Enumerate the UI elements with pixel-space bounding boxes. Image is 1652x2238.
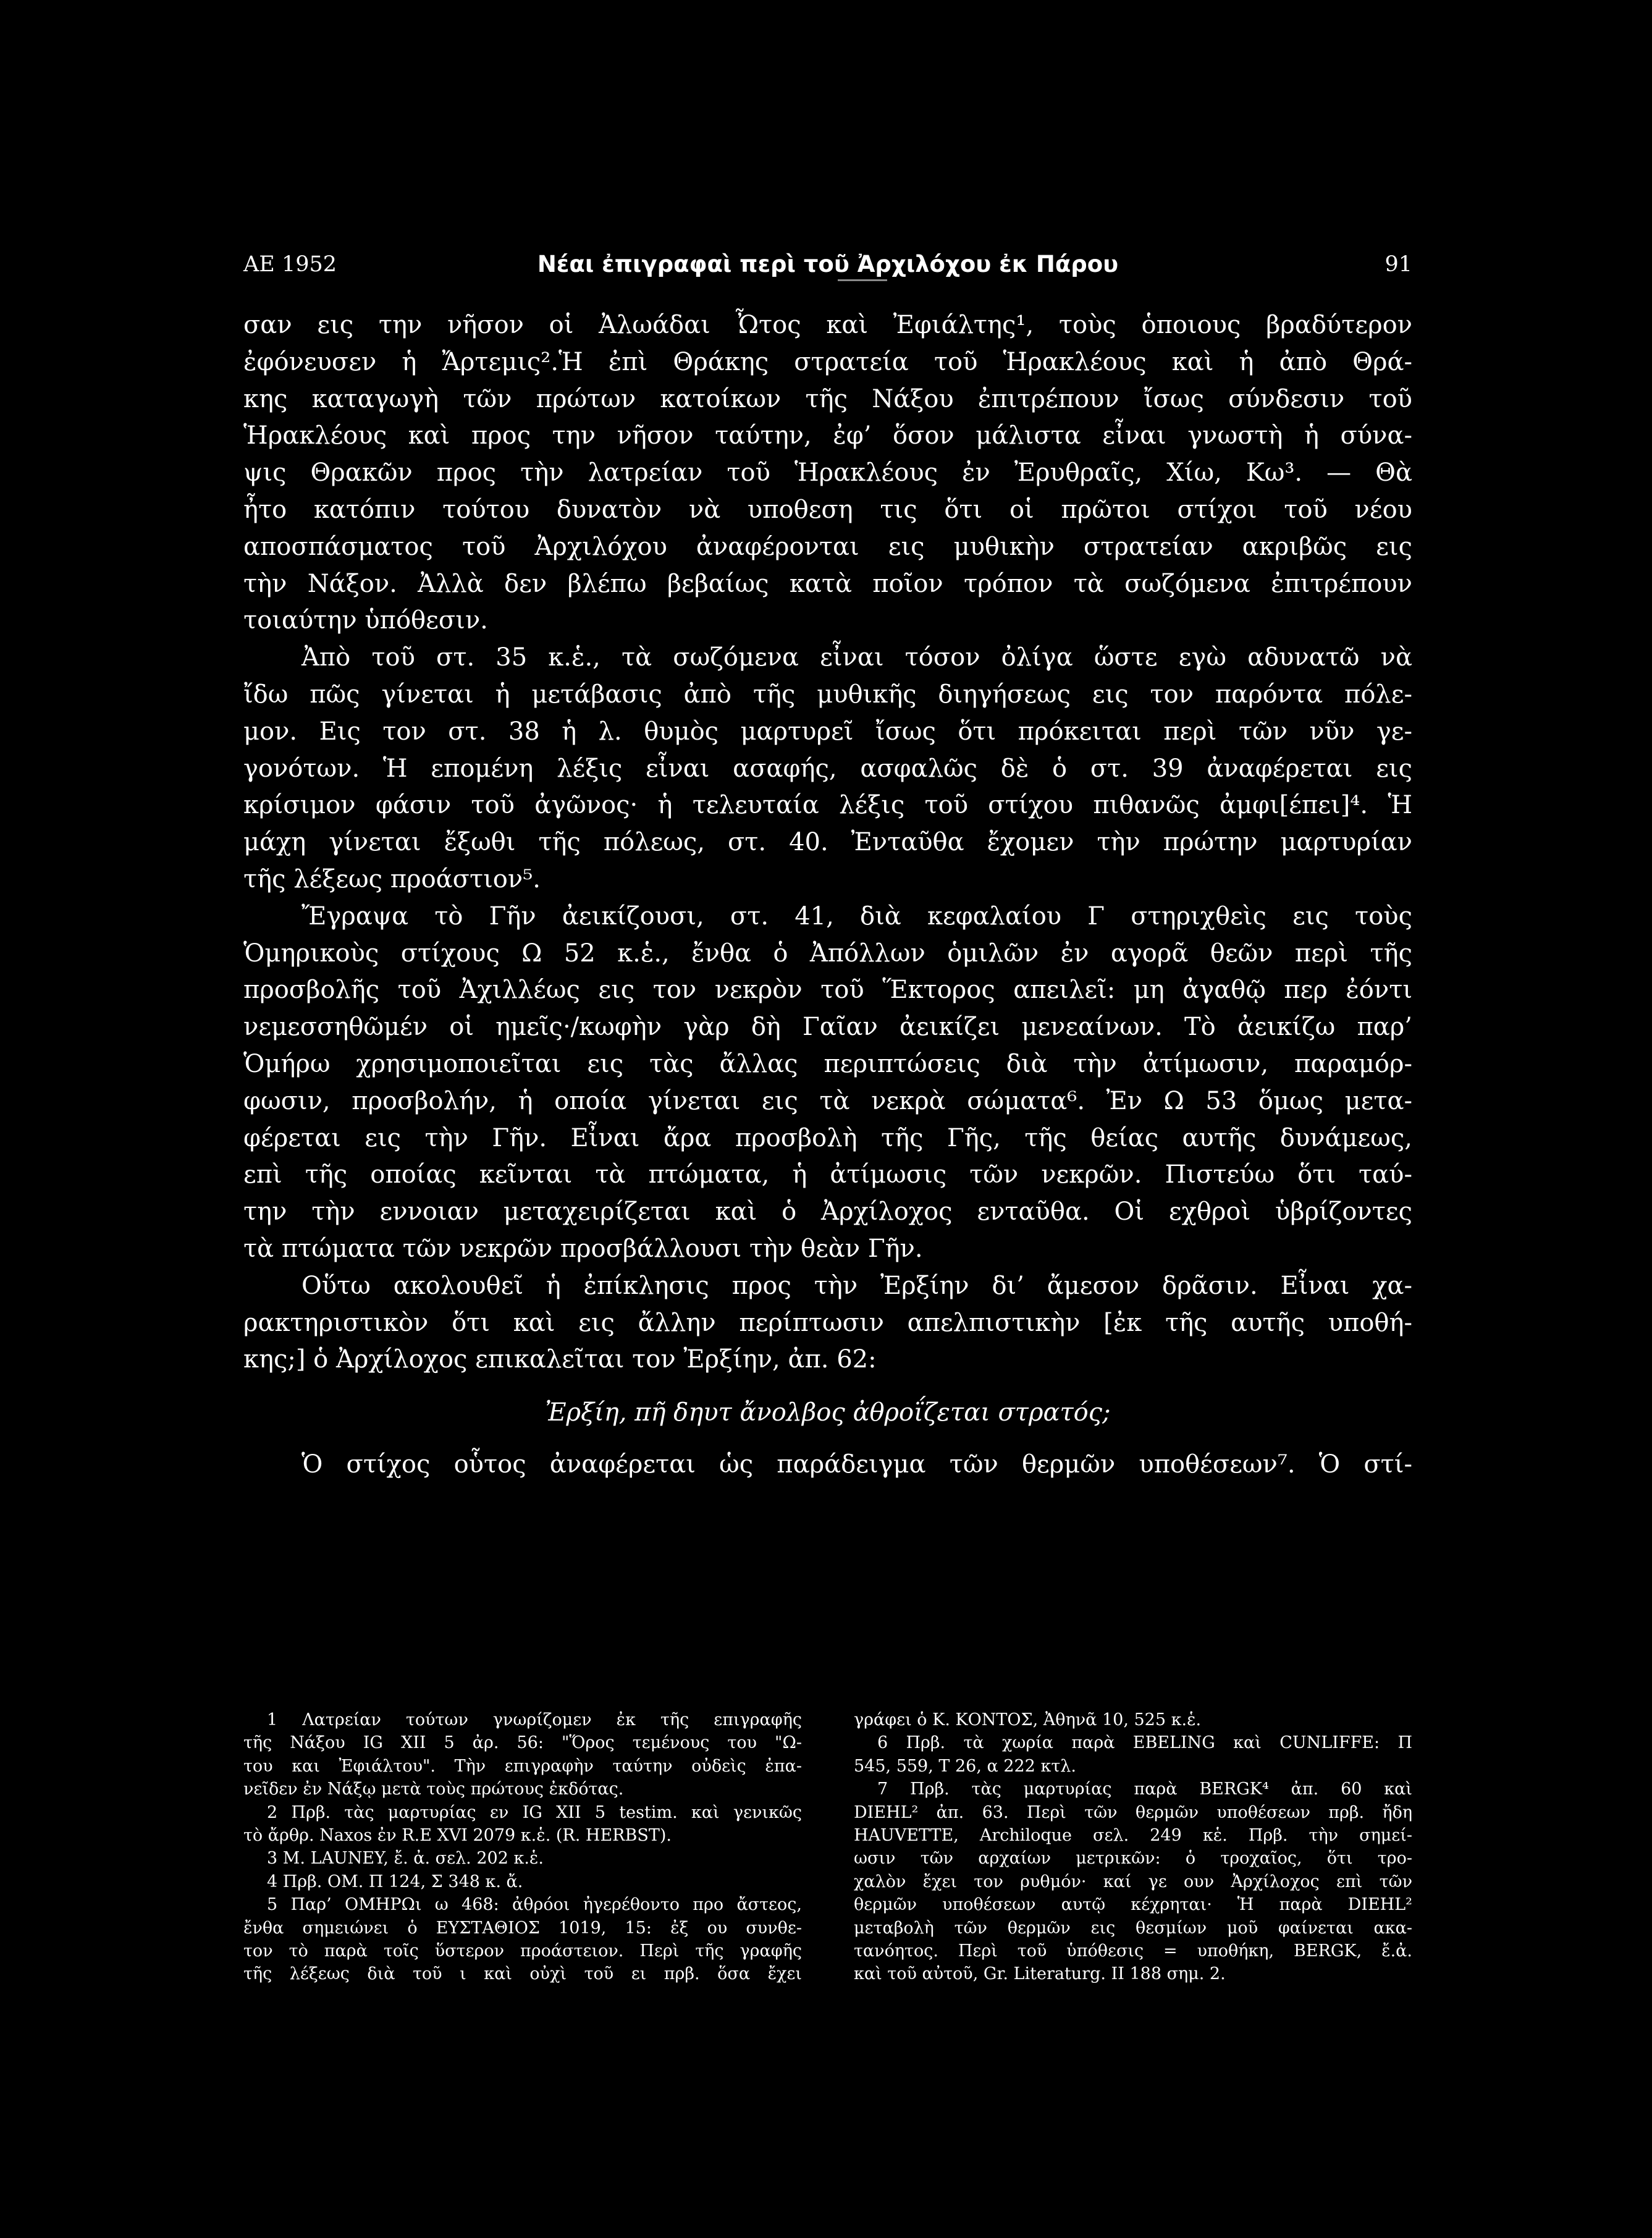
text-line: την τὴν εννοιαν μεταχειρίζεται καὶ ὁ Ἀρχίλοχος ενταῦθα. Οἱ εχθροὶ ὑβρίζοντες — [243, 1197, 1412, 1227]
text-line: ρακτηριστικὸν ὅτι καὶ εις ἄλλην περίπτωσιν απελπιστικὴν [ἐκ τῆς αυτῆς υποθή- — [243, 1308, 1412, 1337]
main-text — [243, 307, 1412, 1484]
footnote-line: τῆς λέξεως διὰ τοῦ ι καὶ οὐχὶ τοῦ ει πρβ. ὅσα ἔχει — [243, 1964, 802, 1984]
footnote-line: καὶ τοῦ αὐτοῦ, Gr. Literaturg. II 188 σημ. 2. — [854, 1964, 1226, 1984]
text-line: κης καταγωγὴ τῶν πρώτων κατοίκων τῆς Νάξου ἐπιτρέπουν ἴσως σύνδεσιν τοῦ — [243, 384, 1412, 413]
text-line: φωσιν, προσβολήν, ἡ οποία γίνεται εις τὰ νεκρὰ σώματα⁶. Ἐν Ω 53 ὅμως μετα- — [243, 1086, 1412, 1115]
footnotes-right-column — [854, 1708, 1412, 1986]
footnote-line: 2 Πρβ. τὰς μαρτυρίας εν IG XII 5 testim. καὶ γενικῶς — [267, 1802, 802, 1822]
footnote-line: 3 M. LAUNEY, ἔ. ἀ. σελ. 202 κ.ἑ. — [267, 1849, 544, 1869]
text-line: ἴδω πῶς γίνεται ἡ μετάβασις ἀπὸ τῆς μυθικῆς διηγήσεως εις τον παρόντα πόλε- — [243, 680, 1412, 709]
footnote-line: HAUVETTE, Archiloque σελ. 249 κἑ. Πρβ. τὴν σημεί- — [854, 1825, 1412, 1845]
footnote-line: του και Ἐφιάλτου". Τὴν επιγραφὴν ταύτην οὐδεὶς ἐπα- — [243, 1756, 802, 1776]
footnote-line: χαλὸν ἔχει τον ρυθμόν· καί γε ουν Ἀρχίλοχος επὶ τῶν — [854, 1872, 1412, 1891]
text-line: ἐφόνευσεν ἡ Ἄρτεμις².Ἡ ἐπὶ Θράκης στρατεία τοῦ Ἡρακλέους καὶ ἡ ἀπὸ Θρά- — [243, 347, 1412, 376]
text-line: νεμεσσηθῶμέν οἱ ημεῖς·/κωφὴν γὰρ δὴ Γαῖαν ἀεικίζει μενεαίνων. Τὸ ἀεικίζω παρ’ — [243, 1013, 1412, 1042]
text-line: τοιαύτην ὑπόθεσιν. — [243, 606, 488, 635]
footnote-line: ωσιν τῶν αρχαίων μετρικῶν: ὁ τροχαῖος, ὅτι τρο- — [854, 1849, 1412, 1869]
footnote-line: 7 Πρβ. τὰς μαρτυρίας παρὰ BERGK⁴ ἀπ. 60 καὶ — [877, 1780, 1412, 1799]
text-line: ἦτο κατόπιν τούτου δυνατὸν νὰ υποθεση τις ὅτι οἱ πρῶτοι στίχοι τοῦ νέου — [243, 495, 1412, 524]
footnote-line: γράφει ὁ Κ. ΚΟΝΤΟΣ, Ἀθηνᾶ 10, 525 κ.ἑ. — [854, 1710, 1202, 1729]
text-line: κρίσιμον φάσιν τοῦ ἀγῶνος· ἡ τελευταία λέξις τοῦ στίχου πιθανῶς ἀμφι[έπει]⁴. Ἡ — [243, 791, 1412, 820]
page-number: 91 — [1384, 252, 1412, 277]
footnote-line: 5 Παρ’ ΟΜΗΡΩι ω 468: ἀθρόοι ἠγερέθοντο προ ἄστεος, — [267, 1895, 802, 1915]
text-line: φέρεται εις τὴν Γῆν. Εἶναι ἄρα προσβολὴ τῆς Γῆς, τῆς θείας αυτῆς δυνάμεως, — [243, 1123, 1412, 1152]
footnote-line: θερμῶν υποθέσεων αυτῷ κέχρηται· Ἡ παρὰ DIEHL² — [854, 1895, 1412, 1915]
header-rule — [838, 279, 887, 281]
text-line: προσβολῆς τοῦ Ἀχιλλέως εις τον νεκρὸν τοῦ Ἕκτορος απειλεῖ: μη ἀγαθῷ περ ἐόντι — [243, 976, 1412, 1005]
text-line: αποσπάσματος τοῦ Ἀρχιλόχου ἀναφέρονται εις μυθικὴν στρατείαν ακριβῶς εις — [243, 532, 1412, 561]
text-line: Ἔγραψα τὸ Γῆν ἀεικίζουσι, στ. 41, διὰ κεφαλαίου Γ στηριχθεὶς εις τοὺς — [301, 902, 1412, 931]
footnotes-left-column — [243, 1708, 802, 1986]
footnotes — [243, 1708, 1412, 2030]
footnote-line: 545, 559, Τ 26, α 222 κτλ. — [854, 1756, 1076, 1776]
footnote-line: DIEHL² ἀπ. 63. Περὶ τῶν θερμῶν υποθέσεων πρβ. ἤδη — [854, 1802, 1412, 1822]
text-line: τῆς λέξεως προάστιον⁵. — [243, 864, 541, 893]
text-line: Ὁ στίχος οὗτος ἀναφέρεται ὡς παράδειγμα τῶν θερμῶν υποθέσεων⁷. Ὁ στί- — [301, 1450, 1412, 1479]
text-line: μον. Εις τον στ. 38 ἡ λ. θυμὸς μαρτυρεῖ ἴσως ὅτι πρόκειται περὶ τῶν νῦν γε- — [243, 717, 1412, 746]
text-line: Ὁμήρω χρησιμοποιεῖται εις τὰς ἄλλας περιπτώσεις διὰ τὴν ἀτίμωσιν, παραμόρ- — [243, 1049, 1412, 1078]
text-line: τὰ πτώματα τῶν νεκρῶν προσβάλλουσι τὴν θεὰν Γῆν. — [243, 1234, 923, 1263]
text-line: κης;] ὁ Ἀρχίλοχος επικαλεῖται τον Ἐρξίην, ἀπ. 62: — [243, 1345, 877, 1374]
footnote-line: τανόητος. Περὶ τοῦ ὑπόθεσις = υποθήκη, BERGK, ἔ.ἀ. — [854, 1941, 1412, 1961]
footnote-line: νεῖδεν ἐν Νάξῳ μετὰ τοὺς πρώτους ἐκδότας. — [243, 1780, 624, 1799]
text-line: Ἡρακλέους καὶ προς την νῆσον ταύτην, ἐφ’ ὅσον μάλιστα εἶναι γνωστὴ ἡ σύνα- — [243, 421, 1412, 450]
footnote-line: ἔνθα σημειώνει ὁ ΕΥΣΤΑΘΙΟΣ 1019, 15: ἐξ ου συνθε- — [243, 1918, 802, 1938]
text-line: μάχη γίνεται ἔξωθι τῆς πόλεως, στ. 40. Ἐνταῦθα ἔχομεν τὴν πρώτην μαρτυρίαν — [243, 828, 1412, 857]
text-line: επὶ τῆς οποίας κεῖνται τὰ πτώματα, ἡ ἀτίμωσις τῶν νεκρῶν. Πιστεύω ὅτι ταύ- — [243, 1160, 1412, 1189]
text-line: τὴν Νάξον. Ἀλλὰ δεν βλέπω βεβαίως κατὰ ποῖον τρόπον τὰ σωζόμενα ἐπιτρέπουν — [243, 569, 1412, 598]
footnote-line: 1 Λατρείαν τούτων γνωρίζομεν ἐκ τῆς επιγραφῆς — [267, 1710, 802, 1729]
text-line: ψις Θρακῶν προς τὴν λατρείαν τοῦ Ἡρακλέους ἐν Ἐρυθραῖς, Χίω, Κω³. — Θὰ — [243, 458, 1412, 488]
quoted-verse: Ἐρξίη, πῆ δηυτ ἄνολβος ἀθροΐζεται στρατός; — [545, 1398, 1111, 1427]
text-line: Ὁμηρικοὺς στίχους Ω 52 κ.ἑ., ἔνθα ὁ Ἀπόλλων ὁμιλῶν ἐν αγορᾶ θεῶν περὶ τῆς — [243, 939, 1412, 968]
footnote-line: 4 Πρβ. ΟΜ. Π 124, Σ 348 κ. ἄ. — [267, 1872, 523, 1891]
footnote-line: τον τὸ παρὰ τοῖς ὕστερον προάστειον. Περὶ τῆς γραφῆς — [243, 1941, 802, 1961]
text-line: Οὕτω ακολουθεῖ ἡ ἐπίκλησις προς τὴν Ἐρξίην δι’ ἄμεσον δρᾶσιν. Εἶναι χα- — [301, 1271, 1412, 1300]
footnote-line: τῆς Νάξου IG XII 5 ἀρ. 56: "Ὅρος τεμένους του "Ω- — [243, 1733, 802, 1753]
footnote-line: 6 Πρβ. τὰ χωρία παρὰ EBELING καὶ CUNLIFFE: Π — [877, 1733, 1412, 1753]
journal-reference: ΑΕ 1952 — [243, 252, 337, 277]
text-line: γονότων. Ἡ επομένη λέξις εἶναι ασαφής, ασφαλῶς δὲ ὁ στ. 39 ἀναφέρεται εις — [243, 754, 1412, 783]
running-header — [243, 246, 1412, 283]
footnote-line: τὸ ἄρθρ. Naxos ἐν R.E XVI 2079 κ.ἑ. (R. HERBST). — [243, 1825, 672, 1845]
text-line: σαν εις την νῆσον οἱ Ἀλωάδαι Ὦτος καὶ Ἐφιάλτης¹, τοὺς ὁποιους βραδύτερον — [243, 311, 1412, 339]
running-title: Νέαι ἐπιγραφαὶ περὶ τοῦ Ἀρχιλόχου ἐκ Πάρου — [537, 251, 1119, 277]
text-line: Ἀπὸ τοῦ στ. 35 κ.ἑ., τὰ σωζόμενα εἶναι τόσον ὀλίγα ὥστε εγὼ αδυνατῶ νὰ — [301, 643, 1412, 672]
footnote-line: μεταβολὴ τῶν θερμῶν εις θεσμίων μοῦ φαίνεται ακα- — [854, 1918, 1412, 1938]
